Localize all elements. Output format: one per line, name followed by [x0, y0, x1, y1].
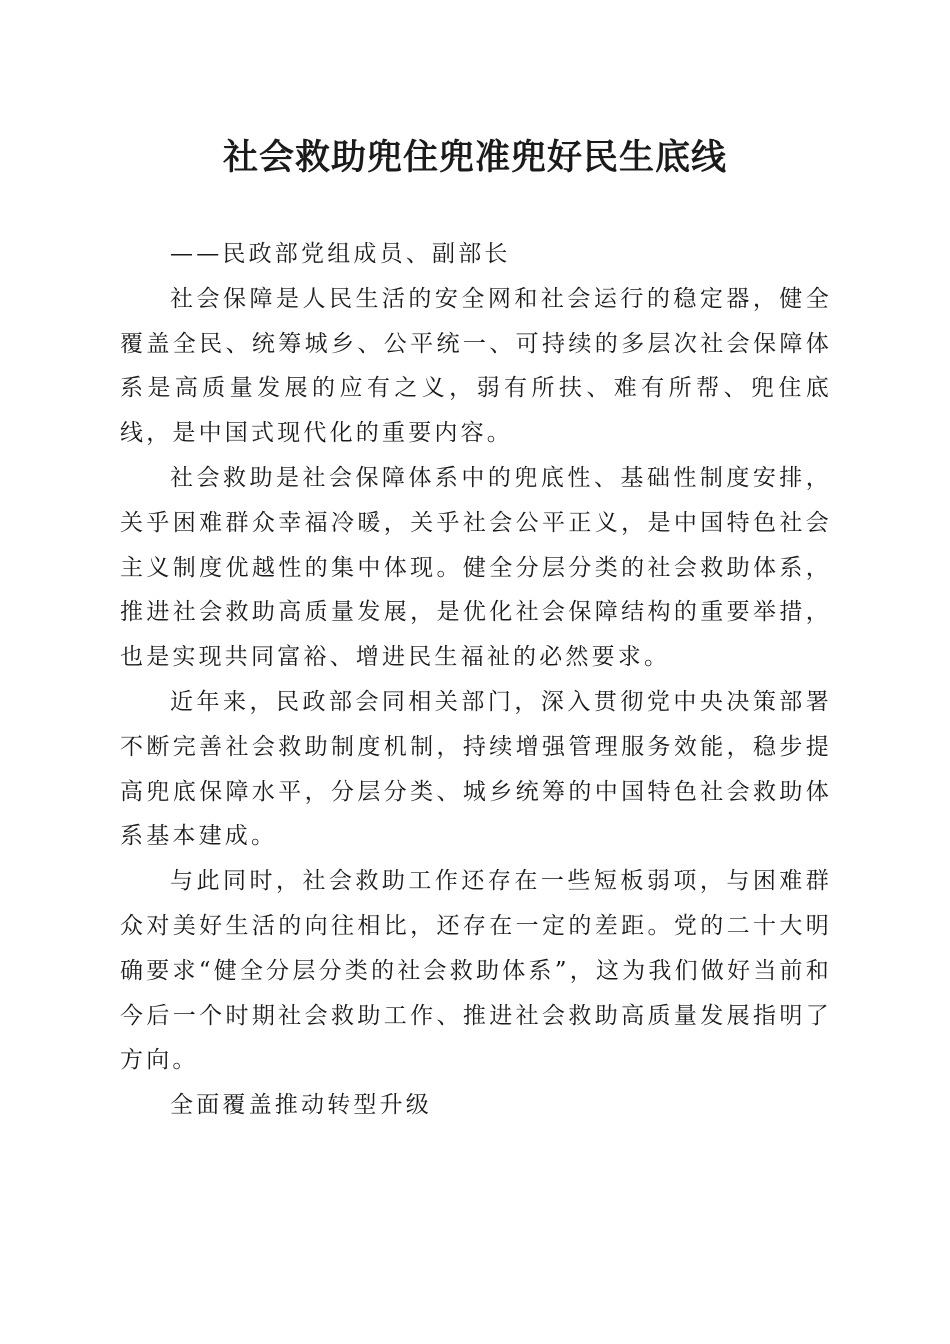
byline: ——民政部党组成员、副部长	[170, 241, 511, 267]
paragraph: 近年来，民政部会同相关部门，深入贯彻党中央决策部署不断完善社会救助制度机制，持续增强管理服务效能，稳步提高兜底保障水平，分层分类、城乡统筹的中国特色社会救助体系基本建成。	[120, 688, 832, 850]
document-body	[120, 232, 832, 1128]
document-title: 社会救助兜住兜准兜好民生底线	[222, 137, 727, 178]
paragraph: 社会救助是社会保障体系中的兜底性、基础性制度安排，关乎困难群众幸福冷暖，关乎社会公平正义，是中国特色社会主义制度优越性的集中体现。健全分层分类的社会救助体系，推进社会救助高质量发展，是优化社会保障结构的重要举措，也是实现共同富裕、增进民生福祉的必然要求。	[120, 464, 832, 671]
paragraph: 社会保障是人民生活的安全网和社会运行的稳定器，健全覆盖全民、统筹城乡、公平统一、可持续的多层次社会保障体系是高质量发展的应有之义，弱有所扶、难有所帮、兜住底线，是中国式现代化的重要内容。	[120, 285, 832, 447]
section-heading: 全面覆盖推动转型升级	[170, 1092, 432, 1119]
paragraph: 与此同时，社会救助工作还存在一些短板弱项，与困难群众对美好生活的向往相比，还存在一定的差距。党的二十大明确要求“健全分层分类的社会救助体系”，这为我们做好当前和今后一个时期社会救助工作、推进社会救助高质量发展指明了方向。	[120, 868, 832, 1074]
